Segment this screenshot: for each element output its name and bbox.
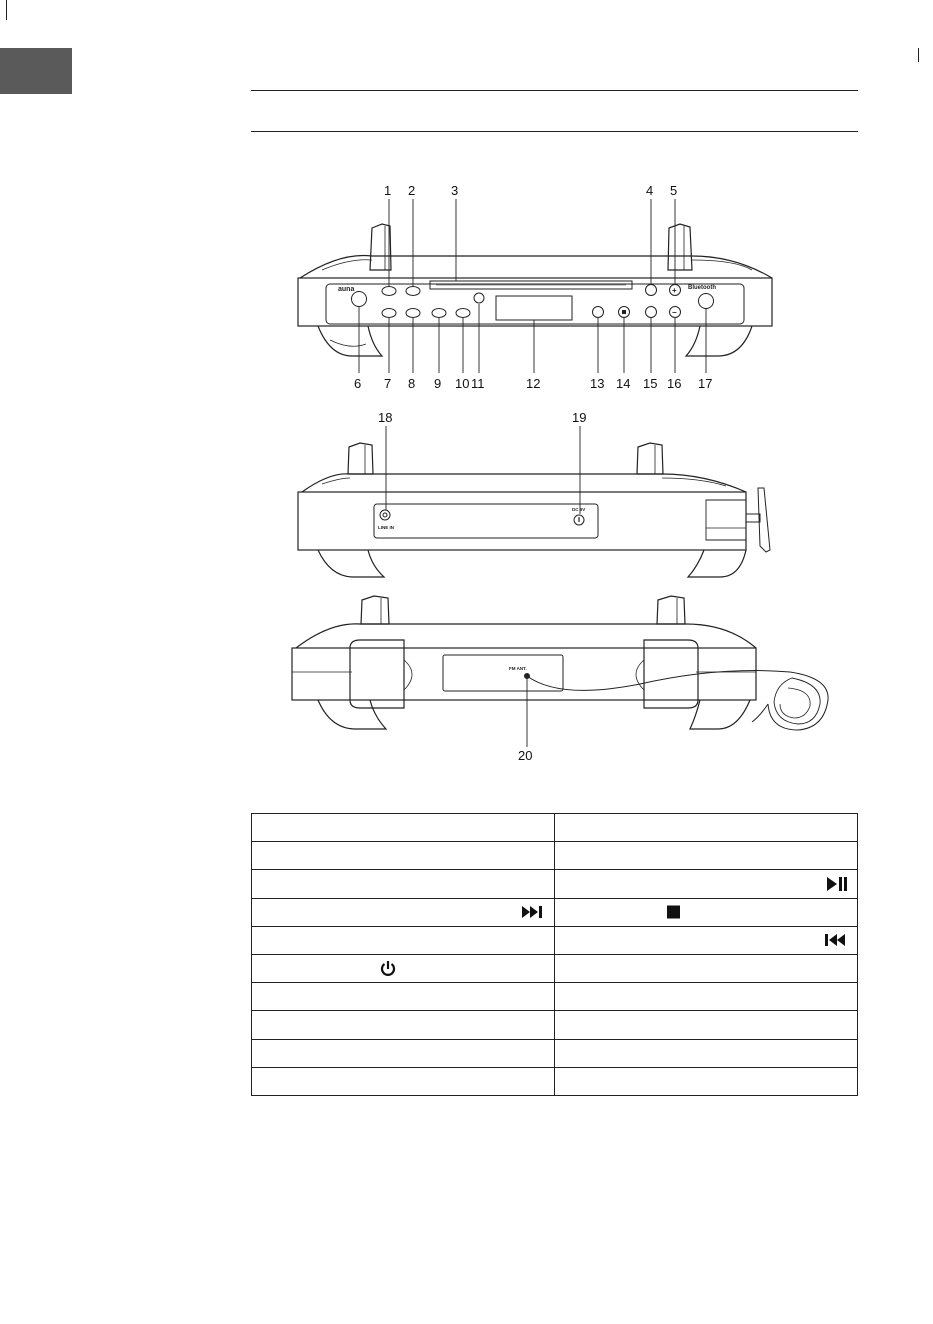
fm-antenna-label: FM ANT.	[509, 666, 527, 671]
parts-table	[251, 813, 858, 1096]
table-cell	[555, 814, 858, 842]
line-in-label: LINE IN	[378, 525, 395, 530]
table-cell	[252, 954, 555, 982]
callout-18: 18	[378, 410, 393, 425]
callout-15: 15	[643, 376, 658, 391]
table-cell	[252, 983, 555, 1011]
table-cell	[252, 814, 555, 842]
table-cell	[555, 954, 858, 982]
callout-5: 5	[670, 183, 678, 198]
table-cell	[252, 1039, 555, 1067]
table-row	[252, 898, 858, 926]
callout-6: 6	[354, 376, 362, 391]
table-cell	[555, 898, 858, 926]
table-cell	[252, 926, 555, 954]
table-row	[252, 814, 858, 842]
callout-13: 13	[590, 376, 605, 391]
stop-icon	[667, 906, 680, 919]
table-cell	[555, 926, 858, 954]
table-row	[252, 983, 858, 1011]
table-row	[252, 926, 858, 954]
table-row	[252, 842, 858, 870]
callout-14: 14	[616, 376, 631, 391]
previous-icon	[825, 934, 847, 946]
table-row	[252, 1011, 858, 1039]
callout-3: 3	[451, 183, 459, 198]
svg-text:−: −	[672, 308, 677, 317]
dc-in-label: DC 9V	[572, 507, 586, 512]
callout-16: 16	[667, 376, 682, 391]
callout-17: 17	[698, 376, 713, 391]
callout-12: 12	[526, 376, 541, 391]
bluetooth-logo: Bluetooth	[688, 285, 716, 291]
bottom-view	[292, 596, 828, 730]
callout-7: 7	[384, 376, 392, 391]
table-cell	[252, 898, 555, 926]
callout-19: 19	[572, 410, 587, 425]
table-cell	[252, 870, 555, 898]
svg-text:+: +	[672, 286, 677, 295]
table-cell	[252, 1011, 555, 1039]
next-icon	[522, 906, 544, 918]
table-row	[252, 1067, 858, 1095]
callout-2: 2	[408, 183, 416, 198]
brand-logo: auna	[338, 286, 355, 293]
callout-10: 10	[455, 376, 470, 391]
table-cell	[555, 983, 858, 1011]
callout-8: 8	[408, 376, 416, 391]
table-cell	[252, 842, 555, 870]
table-cell	[555, 842, 858, 870]
table-row	[252, 1039, 858, 1067]
power-icon	[380, 960, 396, 978]
table-cell	[555, 870, 858, 898]
table-cell	[555, 1067, 858, 1095]
callout-4: 4	[646, 183, 654, 198]
callout-11: 11	[471, 376, 485, 391]
table-cell	[555, 1039, 858, 1067]
table-row	[252, 870, 858, 898]
play-pause-icon	[827, 877, 847, 891]
rear-leader-lines	[386, 426, 580, 514]
rear-view	[298, 443, 770, 577]
callout-20: 20	[518, 748, 533, 763]
callout-9: 9	[434, 376, 442, 391]
callout-1: 1	[384, 183, 392, 198]
table-row	[252, 954, 858, 982]
table-cell	[555, 1011, 858, 1039]
table-cell	[252, 1067, 555, 1095]
